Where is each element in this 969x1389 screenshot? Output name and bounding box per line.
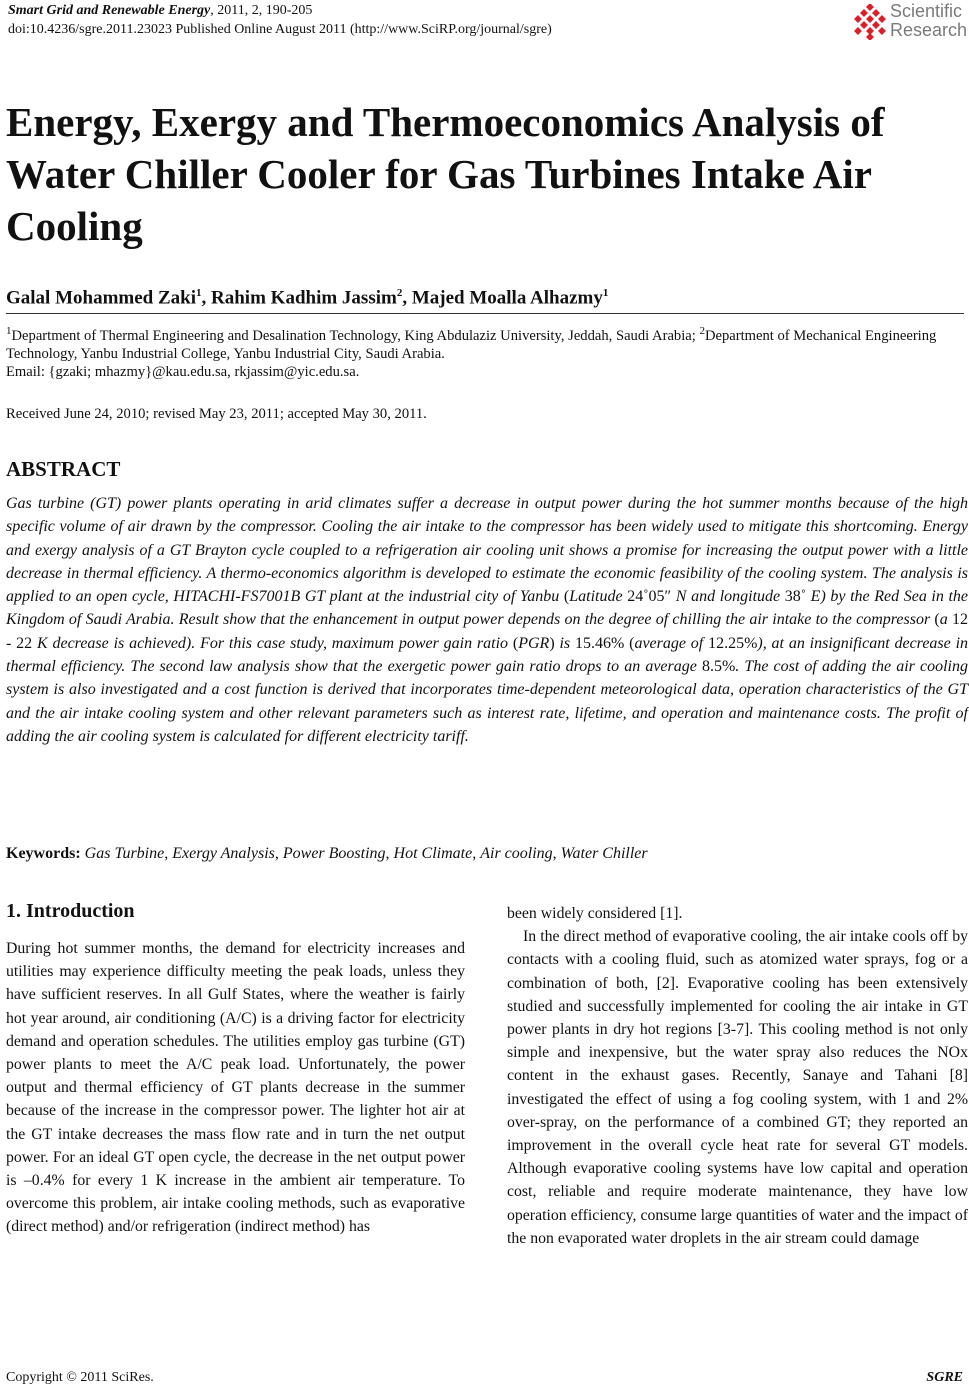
affiliation-1: Department of Thermal Engineering and Desalination Technology, King Abdulaziz University, Jeddah, Saudi Arabia; [11, 327, 700, 344]
keyword: Power Boosting [282, 845, 386, 862]
author-affiliation-mark: 1 [196, 287, 202, 299]
abstract-segment: PGR [518, 634, 550, 652]
logo-dot [878, 15, 886, 23]
intro-column-left: During hot summer months, the demand for electricity increases and utilities may experience difficulty meeting the peak loads, unless they have sufficient reserves. In all Gulf States, where the weather is fairly hot year around, air conditioning (A/C) is a driving factor for electricity demand and operation schedules. The utilities employ gas turbine (GT) power plants to meet the A/C peak load. Unfortunately, the power output and thermal efficiency of GT plants decrease in the summer because of the increase in the compressor power. The lighter hot air at the GT intake decreases the mass flow rate and in turn the net output power. For an ideal GT open cycle, the decrease in the net output power is –0.4% for every 1 K increase in the ambient air temperature. To overcome this problem, air intake cooling methods, such as evaporative (direct method) and/or refrigeration (indirect method) has [6, 940, 465, 1236]
logo-dot [860, 9, 868, 17]
intro-paragraph-2: In the direct method of evaporative cooling, the air intake cools off by contacts with a cooling fluid, such as atomized water sprays, fog or a combination of both, [2]. Evaporative cooling has been extensively studied and successfully implemented for cooling the air intake in GT power plants in dry hot regions [3-7]. This cooling method is not only simple and inexpensive, but the water spray also reduces the NOx content in the exhaust gases. Recently, Sanaye and Tahani [8] investigated the effect of using a fog cooling system, with 1 and 2% over-spray, on the performance of a combined GT; they reported an improvement in the overall cycle heat rate for several GT models. Although evaporative cooling systems have low capital and operation cost, reliable and require moderate maintenance, they have low operation efficiency, consume large quantities of water and the impact of the non evaporated water droplets in the air stream could damage [507, 928, 968, 1247]
abstract-segment: 12.25% [708, 634, 758, 652]
author-affiliation-mark: 2 [396, 287, 403, 299]
logo-dot [860, 21, 868, 29]
keyword: Hot Climate [393, 845, 473, 862]
author-affiliation-mark: 1 [602, 287, 609, 299]
abstract-segment: is [554, 634, 575, 652]
logo-text-line1: Scientific [890, 1, 963, 21]
abstract-segment: a [939, 611, 953, 629]
author-name: Galal Mohammed Zaki [6, 287, 197, 309]
abstract-segment: ) power plants operating in arid climates suffer a decrease in output power during the hot summer months because of the high specific volume of air drawn by the compressor. Cooling the air intake to the compressor has been widely used to mitigate this shortcoming. Energy and exergy analysis of a GT Brayton cycle coupled to a refrigeration air cooling unit shows a promise for increasing the output power with a little decrease in thermal efficiency. A thermo-economics algorithm is developed to estimate the economic feasibility of the cooling system. The analysis is applied to an open cycle, HITACHI-FS7001B GT plant at the industrial city of Yanbu [6, 495, 969, 606]
affiliation-mark-1: 1 [6, 325, 12, 337]
publisher-logo-icon [852, 4, 888, 40]
author-list: Galal Mohammed Zaki$^1$, Rahim Kadhim Jassim$^2$, Majed Moalla Alhazmy$^1$ [6, 287, 609, 309]
logo-dot [878, 27, 886, 35]
abstract-segment: 38˚ [784, 588, 807, 606]
doi-line: doi:10.4236/sgre.2011.23023 Published Online August 2011 (http://www.SciRP.org/journal/sgre) [8, 22, 552, 37]
abstract-segment: ( [563, 588, 570, 606]
logo-dot [866, 4, 874, 11]
author-name: Rahim Kadhim Jassim [211, 287, 397, 309]
abstract-segment: ) [549, 634, 555, 652]
abstract-heading: ABSTRACT [6, 457, 121, 481]
abstract-segment: E) by the Red Sea in the Kingdom of Saudi Arabia. Result show that the enhancement in output power depends on the degree of chilling the air intake to the compressor [6, 588, 969, 629]
abstract-segment: ), at an insignificant decrease in thermal efficiency. The second law analysis show that the exergetic power gain ratio drops to an average [6, 634, 969, 676]
footer-journal-abbr: SGRE [926, 1370, 963, 1385]
logo-dot [872, 21, 880, 29]
logo-dot [854, 15, 862, 23]
logo-dot [854, 27, 862, 35]
journal-name: Smart Grid and Renewable Energy [8, 3, 211, 18]
keyword: Gas Turbine [84, 845, 165, 862]
keyword: Exergy Analysis [172, 845, 275, 862]
section-heading-introduction: 1. Introduction [6, 900, 135, 922]
keywords-label: Keywords [6, 845, 76, 862]
footer-copyright: Copyright © 2011 SciRes. [6, 1370, 154, 1385]
abstract-segment: Latitude [569, 588, 628, 606]
abstract-segment: 15.46% [574, 634, 625, 652]
author-emails: Email: {gzaki; mhazmy}@kau.edu.sa, rkjassim@yic.edu.sa. [6, 363, 360, 380]
logo-dot [866, 15, 874, 23]
abstract-segment: ( [512, 634, 519, 652]
abstract-segment: ( [629, 634, 635, 652]
abstract-segment: K decrease is achieved). For this case study, maximum power gain ratio [32, 634, 513, 652]
abstract-segment: 24˚05″ [627, 588, 672, 606]
abstract-segment: 12 - 22 [6, 611, 969, 652]
abstract-segment: . The cost of adding the air cooling system is also investigated and a cost function is derived that incorporates time-dependent meteorological data, operation characteristics of the GT and the air intake cooling system and other relevant parameters such as interest rate, lifetime, and operation and maintenance costs. The profit of adding the air cooling system is calculated for different electricity tariff. [6, 658, 969, 745]
journal-volume-pages: , 2011, 2, 190-205 [210, 3, 313, 18]
paper-title: Energy, Exergy and Thermoeconomics Analysis of Water Chiller Cooler for Gas Turbines Intake Air Cooling [6, 99, 885, 249]
keyword: Water Chiller [560, 845, 648, 862]
abstract-segment: average of [634, 634, 709, 652]
logo-dot [866, 33, 874, 40]
affiliation-2: Department of Mechanical Engineering Technology, Yanbu Industrial College, Yanbu Industrial City, Saudi Arabia. [6, 327, 937, 362]
journal-citation [8, 2, 312, 19]
keywords: Keywords: Gas Turbine, Exergy Analysis, Power Boosting, Hot Climate, Air cooling, Water Chiller [6, 845, 648, 862]
logo-text-line2: Research [890, 20, 968, 40]
affiliation-mark-2: 2 [699, 325, 705, 337]
abstract-segment: GT [95, 495, 116, 512]
abstract-segment: ( [934, 611, 940, 629]
abstract-segment: N and longitude [671, 588, 785, 606]
logo-dot [872, 9, 880, 17]
abstract-segment: Gas turbine ( [6, 495, 96, 512]
author-name: Majed Moalla Alhazmy [411, 287, 603, 309]
abstract-segment: 8.5% [701, 658, 736, 676]
affiliations [6, 322, 968, 381]
publisher-logo [852, 2, 969, 44]
intro-paragraph-continued: been widely considered [1]. [507, 905, 683, 922]
abstract-body [6, 492, 968, 748]
intro-column-right [507, 902, 968, 1250]
header-divider [6, 313, 964, 314]
received-dates: Received June 24, 2010; revised May 23, 2011; accepted May 30, 2011. [6, 406, 427, 422]
keyword: Air cooling [480, 845, 553, 862]
